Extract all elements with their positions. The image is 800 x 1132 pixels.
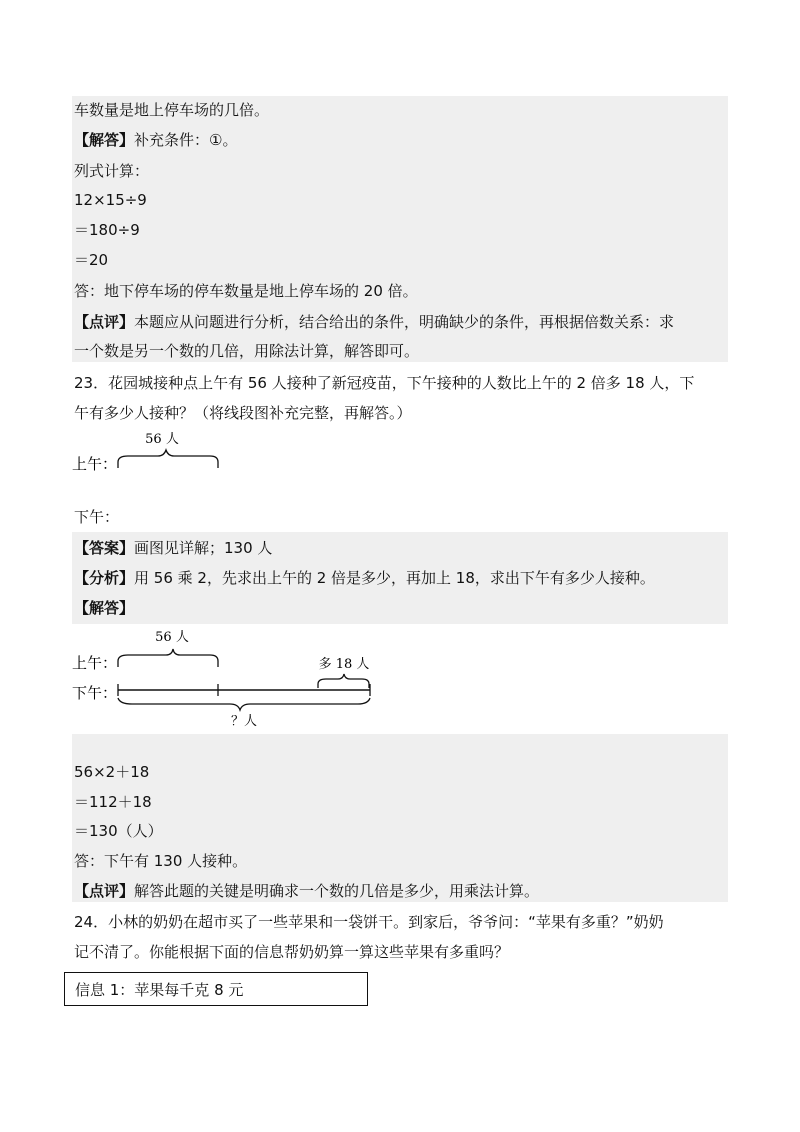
fig-morning-brace (118, 450, 218, 468)
prev-calc-label: 列式计算： (74, 162, 150, 180)
solution-tag: 【解答】 (74, 599, 135, 617)
q23-step-1: 56×2＋18 (74, 763, 150, 781)
sol-fig-morning-label: 上午： (72, 654, 118, 672)
sol-fig-top-label: 56 人 (155, 630, 189, 645)
prev-question-continuation: 车数量是地上停车场的几倍。 (74, 101, 270, 119)
review-tag: 【点评】 (74, 313, 135, 331)
sol-fig-unknown-label: ？人 (230, 714, 258, 729)
q23-solution-figure (72, 624, 378, 734)
fig-top-label: 56 人 (145, 432, 179, 447)
q23-analysis-line (74, 568, 655, 588)
solution-text: 补充条件：①。 (134, 131, 238, 149)
review-tag: 【点评】 (74, 882, 135, 900)
analysis-text: 用 56 乘 2，先求出上午的 2 倍是多少，再加上 18，求出下午有多少人接种。 (134, 569, 655, 587)
info-1-text: 信息 1：苹果每千克 8 元 (75, 981, 244, 999)
solution-tag: 【解答】 (74, 131, 135, 149)
q24-question-line-2: 记不清了。你能根据下面的信息帮奶奶算一算这些苹果有多重吗？ (74, 943, 510, 961)
answer-tag: 【答案】 (74, 539, 135, 557)
q23-review-line (74, 881, 539, 901)
shaded-region-q23-calc (72, 734, 728, 902)
q23-solution-line (74, 598, 134, 618)
analysis-tag: 【分析】 (74, 569, 135, 587)
prev-answer: 答：地下停车场的停车数量是地上停车场的 20 倍。 (74, 282, 418, 300)
prev-step-1: 12×15÷9 (74, 191, 147, 209)
fig-morning-label: 上午： (72, 455, 118, 473)
q24-question-line-1: 24．小林的奶奶在超市买了一些苹果和一袋饼干。到家后，爷爷问：“苹果有多重？”奶奶 (74, 913, 664, 931)
q23-answer-line (74, 538, 272, 558)
q23-answer: 答：下午有 130 人接种。 (74, 852, 248, 870)
info-box-1 (64, 972, 368, 1006)
q23-step-3: ＝130（人） (74, 822, 163, 840)
q23-step-2: ＝112＋18 (74, 793, 152, 811)
sol-fig-afternoon-label: 下午： (72, 684, 118, 702)
sol-fig-extra-label: 多 18 人 (318, 657, 370, 672)
prev-review-line-1 (74, 312, 674, 332)
prev-solution-line (74, 130, 237, 150)
review-text: 本题应从问题进行分析，结合给出的条件，明确缺少的条件，再根据倍数关系：求 (134, 313, 675, 331)
q23-question-line-2: 午有多少人接种？（将线段图补充完整，再解答。） (74, 404, 412, 422)
prev-step-2: ＝180÷9 (74, 221, 140, 239)
q23-question-line-1: 23．花园城接种点上午有 56 人接种了新冠疫苗，下午接种的人数比上午的 2 倍多 18 人，下 (74, 374, 695, 392)
q23-question-figure (72, 428, 242, 480)
prev-step-3: ＝20 (74, 251, 109, 269)
answer-text: 画图见详解；130 人 (134, 539, 273, 557)
q23-afternoon-label: 下午： (74, 508, 120, 526)
prev-review-line-2: 一个数是另一个数的几倍，用除法计算，解答即可。 (74, 342, 420, 360)
review-text: 解答此题的关键是明确求一个数的几倍是多少，用乘法计算。 (134, 882, 540, 900)
